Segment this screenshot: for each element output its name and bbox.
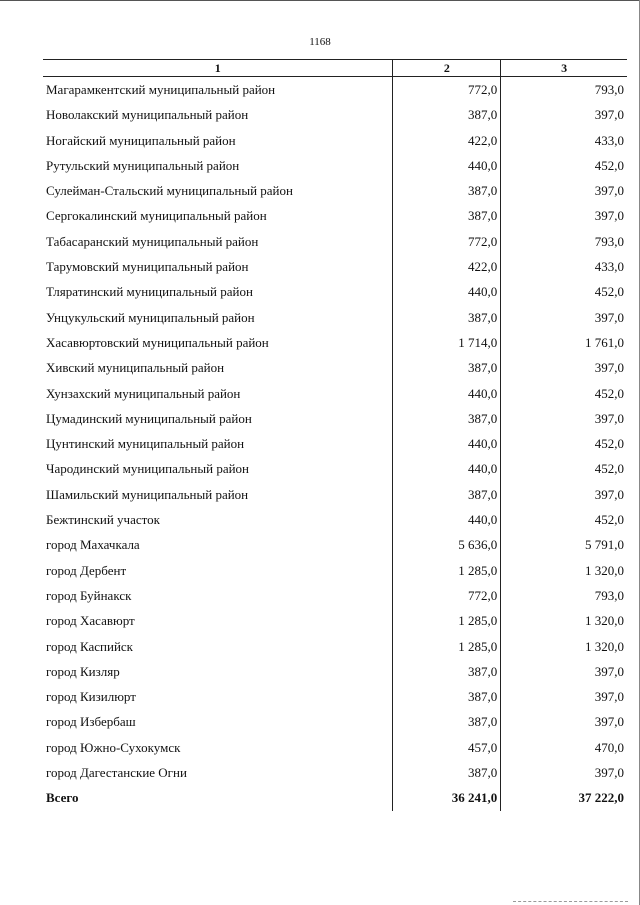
value-col2-cell: 387,0 bbox=[392, 684, 500, 709]
region-name-cell: Тарумовский муниципальный район bbox=[46, 259, 249, 275]
value-col2-cell: 440,0 bbox=[392, 507, 500, 532]
value-col2-cell: 422,0 bbox=[392, 128, 500, 153]
region-name-cell: город Южно-Сухокумск bbox=[46, 739, 181, 755]
value-col2-cell: 457,0 bbox=[392, 735, 500, 760]
region-name-cell: город Буйнакск bbox=[46, 587, 132, 603]
region-name-cell: Бежтинский участок bbox=[46, 512, 160, 528]
value-col3-cell: 397,0 bbox=[500, 305, 627, 330]
value-col3-cell: 452,0 bbox=[500, 381, 627, 406]
region-name-cell: Чародинский муниципальный район bbox=[46, 461, 250, 477]
value-col2-cell: 1 285,0 bbox=[392, 634, 500, 659]
table-row bbox=[43, 659, 627, 684]
region-name-cell: Табасаранский муниципальный район bbox=[46, 233, 259, 249]
value-col2-cell: 1 285,0 bbox=[392, 608, 500, 633]
region-name-cell: город Кизилюрт bbox=[46, 689, 136, 705]
column-header-2: 2 bbox=[392, 60, 500, 76]
value-col3-cell: 397,0 bbox=[500, 178, 627, 203]
region-name-cell: Сергокалинский муниципальный район bbox=[46, 208, 267, 224]
value-col2-cell: 422,0 bbox=[392, 254, 500, 279]
column-header-1: 1 bbox=[214, 61, 221, 75]
value-col3-cell: 397,0 bbox=[500, 709, 627, 734]
footer-dash-line bbox=[513, 901, 628, 902]
value-col3-cell: 397,0 bbox=[500, 659, 627, 684]
table-row bbox=[43, 532, 627, 557]
table-row bbox=[43, 355, 627, 380]
region-name-cell: Хунзахский муниципальный район bbox=[46, 385, 241, 401]
value-col3-cell: 397,0 bbox=[500, 760, 627, 785]
value-col2-cell: 772,0 bbox=[392, 583, 500, 608]
top-border-line bbox=[0, 0, 640, 1]
value-col3-cell: 397,0 bbox=[500, 684, 627, 709]
page-number: 1168 bbox=[309, 36, 331, 48]
value-col3-cell: 397,0 bbox=[500, 482, 627, 507]
table-row bbox=[43, 558, 627, 583]
value-col3-cell: 1 761,0 bbox=[500, 330, 627, 355]
value-col3-cell: 397,0 bbox=[500, 406, 627, 431]
value-col2-cell: 440,0 bbox=[392, 153, 500, 178]
value-col2-cell: 387,0 bbox=[392, 178, 500, 203]
region-name-cell: город Хасавюрт bbox=[46, 613, 135, 629]
value-col2-cell: 440,0 bbox=[392, 381, 500, 406]
table-row bbox=[43, 634, 627, 659]
value-col2-cell: 772,0 bbox=[392, 229, 500, 254]
region-name-cell: Хасавюртовский муниципальный район bbox=[46, 334, 269, 350]
value-col2-cell: 387,0 bbox=[392, 305, 500, 330]
region-name-cell: город Махачкала bbox=[46, 537, 140, 553]
region-name-cell: Хивский муниципальный район bbox=[46, 360, 225, 376]
table-row bbox=[43, 456, 627, 481]
value-col2-cell: 440,0 bbox=[392, 431, 500, 456]
region-name-cell: Цумадинский муниципальный район bbox=[46, 410, 252, 426]
table-header bbox=[43, 59, 627, 77]
total-row bbox=[43, 785, 627, 810]
region-name-cell: Тляратинский муниципальный район bbox=[46, 284, 253, 300]
region-name-cell: город Кизляр bbox=[46, 663, 120, 679]
total-value-col2: 36 241,0 bbox=[392, 785, 500, 810]
table-row bbox=[43, 684, 627, 709]
table-row bbox=[43, 583, 627, 608]
table-row bbox=[43, 431, 627, 456]
value-col2-cell: 440,0 bbox=[392, 279, 500, 304]
value-col3-cell: 793,0 bbox=[500, 229, 627, 254]
table-row bbox=[43, 608, 627, 633]
column-header-3: 3 bbox=[500, 60, 627, 76]
region-name-cell: Магарамкентский муниципальный район bbox=[46, 82, 276, 97]
table-row bbox=[43, 507, 627, 532]
table-body bbox=[43, 77, 627, 785]
value-col3-cell: 433,0 bbox=[500, 128, 627, 153]
table-row bbox=[43, 381, 627, 406]
value-col2-cell: 440,0 bbox=[392, 456, 500, 481]
table-row bbox=[43, 305, 627, 330]
value-col2-cell: 387,0 bbox=[392, 709, 500, 734]
table-row bbox=[43, 254, 627, 279]
table-row bbox=[43, 128, 627, 153]
table-row bbox=[43, 178, 627, 203]
value-col3-cell: 1 320,0 bbox=[500, 634, 627, 659]
value-col3-cell: 452,0 bbox=[500, 507, 627, 532]
region-name-cell: Сулейман-Стальский муниципальный район bbox=[46, 183, 293, 199]
value-col2-cell: 387,0 bbox=[392, 355, 500, 380]
value-col3-cell: 1 320,0 bbox=[500, 558, 627, 583]
value-col3-cell: 793,0 bbox=[500, 583, 627, 608]
value-col3-cell: 397,0 bbox=[500, 355, 627, 380]
table-row bbox=[43, 279, 627, 304]
value-col2-cell: 387,0 bbox=[392, 659, 500, 684]
value-col3-cell: 452,0 bbox=[500, 431, 627, 456]
region-name-cell: Цунтинский муниципальный район bbox=[46, 436, 245, 452]
value-col2-cell: 387,0 bbox=[392, 203, 500, 228]
value-col2-cell: 5 636,0 bbox=[392, 532, 500, 557]
value-col3-cell: 793,0 bbox=[500, 77, 627, 102]
value-col3-cell: 452,0 bbox=[500, 456, 627, 481]
table-row bbox=[43, 406, 627, 431]
table-row bbox=[43, 229, 627, 254]
value-col2-cell: 387,0 bbox=[392, 406, 500, 431]
table-row bbox=[43, 482, 627, 507]
budget-table bbox=[43, 59, 627, 811]
table-row bbox=[43, 102, 627, 127]
region-name-cell: Рутульский муниципальный район bbox=[46, 157, 240, 173]
value-col2-cell: 772,0 bbox=[392, 77, 500, 102]
region-name-cell: город Дагестанские Огни bbox=[46, 765, 187, 781]
table-row bbox=[43, 77, 627, 102]
total-label: Всего bbox=[46, 790, 79, 806]
table-row bbox=[43, 330, 627, 355]
value-col3-cell: 433,0 bbox=[500, 254, 627, 279]
value-col3-cell: 1 320,0 bbox=[500, 608, 627, 633]
table-row bbox=[43, 153, 627, 178]
value-col3-cell: 470,0 bbox=[500, 735, 627, 760]
value-col3-cell: 397,0 bbox=[500, 102, 627, 127]
value-col2-cell: 1 285,0 bbox=[392, 558, 500, 583]
region-name-cell: Унцукульский муниципальный район bbox=[46, 309, 255, 325]
value-col3-cell: 5 791,0 bbox=[500, 532, 627, 557]
table-row bbox=[43, 760, 627, 785]
value-col2-cell: 387,0 bbox=[392, 760, 500, 785]
table-row bbox=[43, 709, 627, 734]
region-name-cell: Ногайский муниципальный район bbox=[46, 132, 236, 148]
value-col3-cell: 452,0 bbox=[500, 153, 627, 178]
total-value-col3: 37 222,0 bbox=[500, 785, 627, 810]
region-name-cell: Новолакский муниципальный район bbox=[46, 107, 249, 123]
value-col3-cell: 452,0 bbox=[500, 279, 627, 304]
region-name-cell: Шамильский муниципальный район bbox=[46, 486, 249, 502]
region-name-cell: город Дербент bbox=[46, 562, 127, 578]
value-col2-cell: 387,0 bbox=[392, 482, 500, 507]
region-name-cell: город Каспийск bbox=[46, 638, 133, 654]
value-col2-cell: 1 714,0 bbox=[392, 330, 500, 355]
value-col3-cell: 397,0 bbox=[500, 203, 627, 228]
region-name-cell: город Избербаш bbox=[46, 714, 136, 730]
table-row bbox=[43, 203, 627, 228]
value-col2-cell: 387,0 bbox=[392, 102, 500, 127]
table-row bbox=[43, 735, 627, 760]
